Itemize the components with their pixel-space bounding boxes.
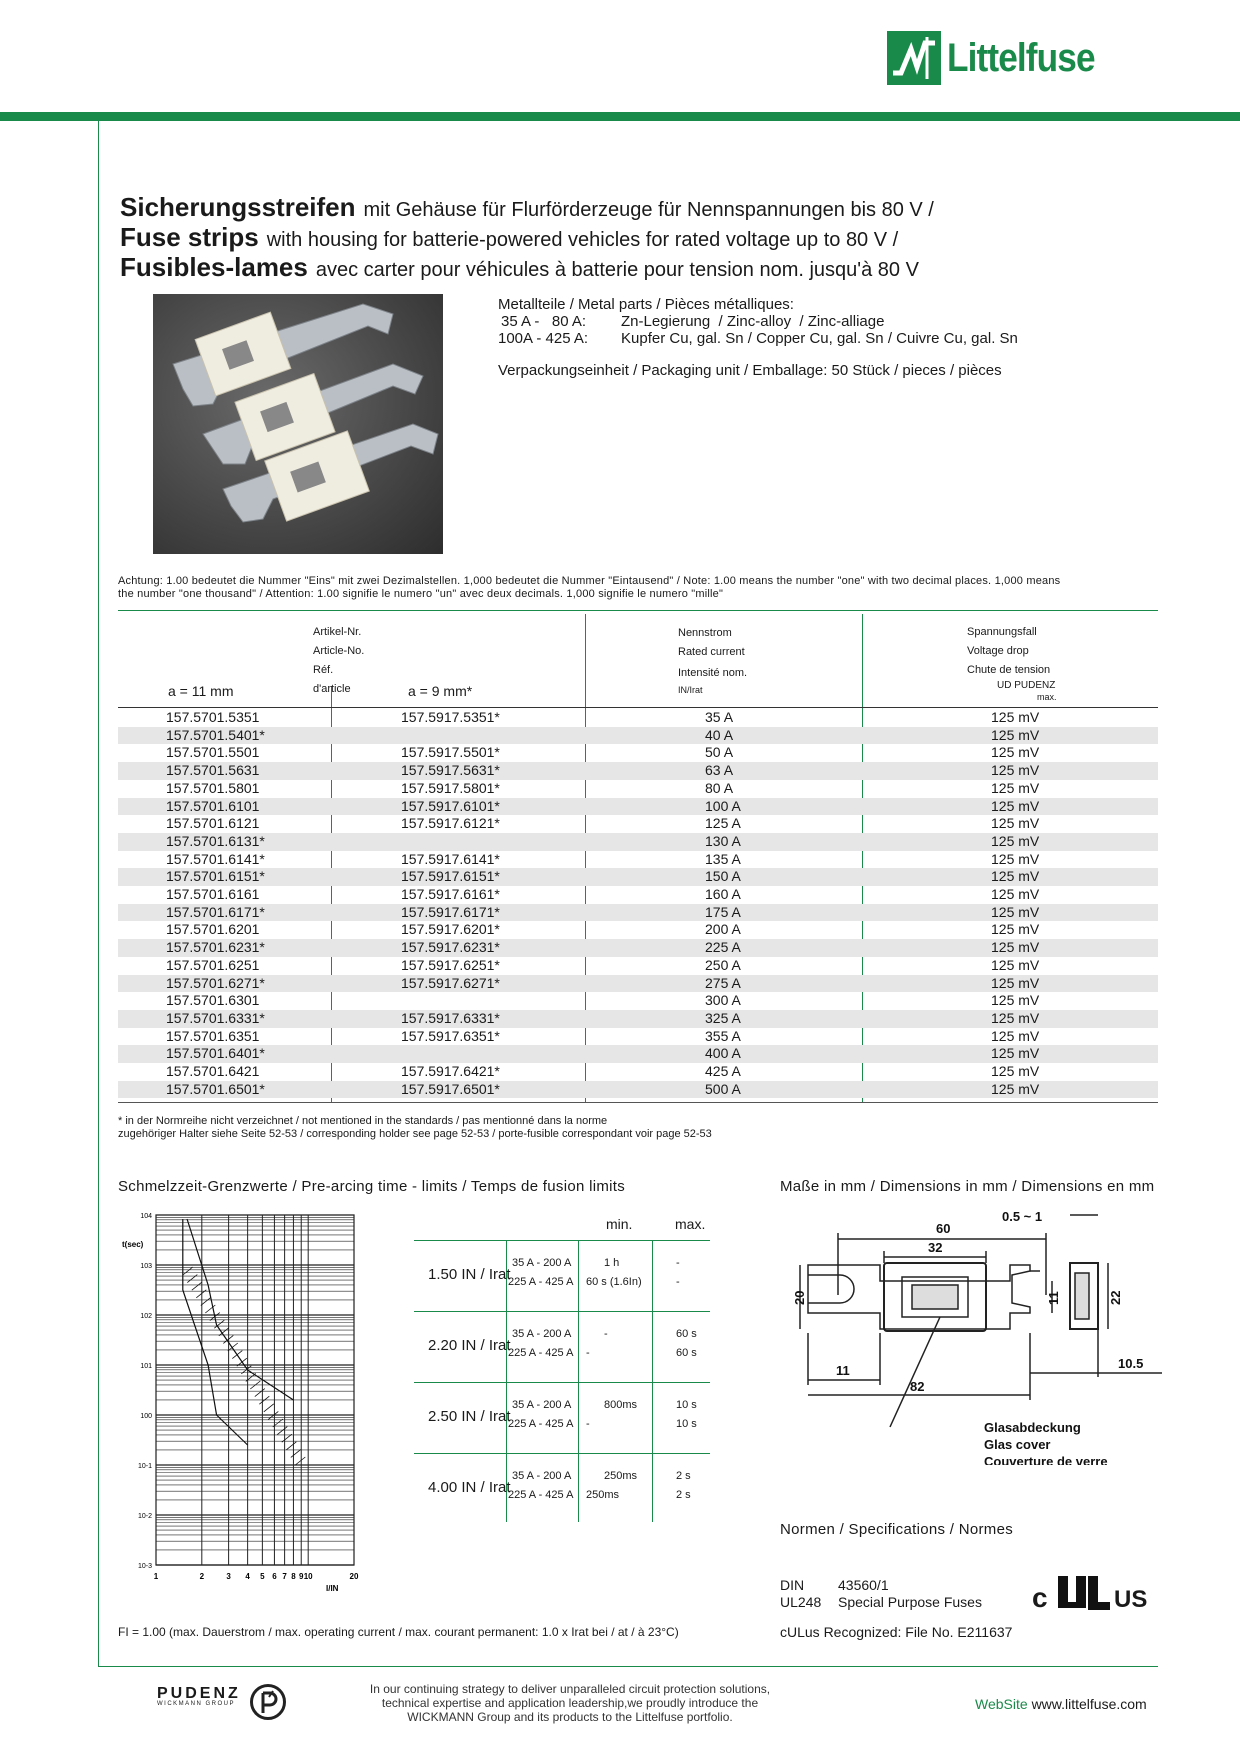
article-header-en: Article-No. <box>313 645 365 657</box>
arc-group-rule <box>414 1382 710 1383</box>
cell-article-a9: 157.5917.5631* <box>401 762 500 779</box>
table-row <box>118 709 1158 727</box>
cell-current: 325 A <box>705 1009 741 1026</box>
cell-current: 400 A <box>705 1045 741 1062</box>
arc-max-1: 10 s <box>676 1399 697 1411</box>
website-label: WebSite <box>975 1696 1028 1712</box>
spec-culus: cULus Recognized: File No. E211637 <box>780 1624 1013 1640</box>
arc-max-1: - <box>676 1257 680 1269</box>
prearc-chart <box>118 1207 378 1597</box>
table-row <box>118 921 1158 939</box>
cell-article-a11: 157.5701.6501* <box>166 1080 265 1097</box>
arc-min-1: 1 h <box>604 1257 620 1269</box>
arc-min-2: - <box>586 1347 590 1359</box>
arc-max-1: 60 s <box>676 1328 697 1340</box>
title-de-rest: mit Gehäuse für Flurförderzeuge für Nennspannungen bis 80 V / <box>363 199 934 221</box>
prearc-chart-svg <box>118 1207 378 1597</box>
spec-ul-value: Special Purpose Fuses <box>838 1594 982 1610</box>
metal-heading: Metallteile / Metal parts / Pièces métalliques: <box>498 296 794 313</box>
cell-current: 35 A <box>705 709 734 725</box>
current-header-fr: Intensité nom. <box>678 667 748 679</box>
table-row <box>118 957 1158 975</box>
metal-range-2: 100A - 425 A: <box>498 330 589 347</box>
chart-y-tick: 102 <box>140 1313 152 1320</box>
footnote-line2: zugehöriger Halter siehe Seite 52-53 / corresponding holder see page 52-53 / porte-fusible correspondant voir page 52-53 <box>118 1128 712 1140</box>
pudenz-logo <box>157 1685 241 1707</box>
glass-label-de: Glasabdeckung <box>984 1420 1081 1435</box>
table-row <box>118 798 1158 816</box>
cell-voltage-drop: 125 mV <box>991 1063 1040 1079</box>
drop-header-fr: Chute de tension <box>967 664 1051 676</box>
chart-x-label: I/IN <box>326 1584 339 1593</box>
chart-x-tick: 1 <box>153 1572 159 1581</box>
col-max-header: max. <box>675 1216 706 1232</box>
cell-article-a9: 157.5917.6141* <box>401 850 500 867</box>
cell-voltage-drop: 125 mV <box>991 974 1040 991</box>
cell-current: 500 A <box>705 1080 741 1097</box>
cell-voltage-drop: 125 mV <box>991 921 1040 938</box>
cell-article-a11: 157.5701.6141* <box>166 850 265 867</box>
dimension-drawing <box>790 1205 1180 1465</box>
chart-y-tick: 103 <box>140 1263 152 1270</box>
arc-min-1: 250ms <box>604 1470 638 1482</box>
title-fr-rest: avec carter pour véhicules à batterie pour tension nom. jusqu'à 80 V <box>315 259 919 281</box>
table-top-rule <box>118 610 1158 611</box>
cell-article-a9: 157.5917.6121* <box>401 815 500 832</box>
left-rule <box>98 121 99 1666</box>
cell-article-a11: 157.5701.6301 <box>166 992 260 1009</box>
chart-hatch <box>291 1449 301 1457</box>
arc-factor-label: 2.50 IN / Irat <box>428 1408 511 1425</box>
drop-header-symbol: UD PUDENZ <box>997 680 1056 691</box>
drop-header <box>967 623 1087 702</box>
cell-current: 63 A <box>705 762 734 779</box>
current-header-en: Rated current <box>678 646 745 658</box>
cell-article-a9: 157.5917.6271* <box>401 974 500 991</box>
cell-article-a11: 157.5701.5401* <box>166 726 265 743</box>
chart-y-tick: 10-1 <box>137 1463 152 1470</box>
title-en-bold: Fuse strips <box>120 222 259 252</box>
glass-label-en: Glas cover <box>984 1437 1051 1452</box>
chart-x-tick: 5 <box>260 1572 265 1581</box>
arc-range-2: 225 A - 425 A <box>508 1276 574 1288</box>
cell-voltage-drop: 125 mV <box>991 992 1040 1009</box>
table-row <box>118 886 1158 904</box>
cell-article-a9: 157.5917.6501* <box>401 1080 500 1097</box>
arc-min-2: 250ms <box>586 1489 620 1501</box>
cell-article-a11: 157.5701.6231* <box>166 939 265 956</box>
arc-min-2: - <box>586 1418 590 1430</box>
cell-article-a11: 157.5701.6201 <box>166 921 260 938</box>
cell-voltage-drop: 125 mV <box>991 832 1040 849</box>
littelfuse-logo <box>887 30 1115 86</box>
table-row <box>118 975 1158 993</box>
chart-x-tick: 4 <box>245 1572 250 1581</box>
cell-voltage-drop: 125 mV <box>991 726 1040 743</box>
cell-article-a11: 157.5701.5351 <box>166 709 260 725</box>
table-row <box>118 1081 1158 1099</box>
cell-article-a11: 157.5701.6421 <box>166 1063 260 1079</box>
chart-x-tick: 9 <box>298 1572 304 1581</box>
cell-article-a11: 157.5701.6171* <box>166 903 265 920</box>
arc-group-rule <box>414 1311 710 1312</box>
arc-range-2: 225 A - 425 A <box>508 1347 574 1359</box>
cell-voltage-drop: 125 mV <box>991 868 1040 885</box>
current-header <box>678 624 798 697</box>
chart-min-curve <box>183 1219 248 1445</box>
article-header <box>313 623 373 699</box>
cell-current: 50 A <box>705 744 734 761</box>
header-bar <box>0 112 1240 121</box>
chart-hatch <box>255 1389 265 1397</box>
cell-article-a11: 157.5701.6121 <box>166 815 260 832</box>
table-row <box>118 992 1158 1010</box>
cell-article-a11: 157.5701.5501 <box>166 744 260 761</box>
cell-current: 160 A <box>705 886 741 902</box>
spec-din-key: DIN <box>780 1577 805 1593</box>
cell-voltage-drop: 125 mV <box>991 939 1040 956</box>
cell-current: 135 A <box>705 850 741 867</box>
chart-y-tick: 10-2 <box>137 1513 152 1520</box>
table-row <box>118 762 1158 780</box>
cell-article-a9: 157.5917.6421* <box>401 1063 500 1079</box>
ul-recognized-icon <box>1032 1574 1162 1614</box>
cell-article-a9: 157.5917.5801* <box>401 779 500 796</box>
cell-article-a9: 157.5917.5501* <box>401 744 500 761</box>
metal-material-2: Kupfer Cu, gal. Sn / Copper Cu, gal. Sn / Cuivre Cu, gal. Sn <box>621 330 1018 347</box>
cell-article-a11: 157.5701.6131* <box>166 832 265 849</box>
cell-voltage-drop: 125 mV <box>991 815 1040 832</box>
cell-article-a11: 157.5701.6401* <box>166 1045 265 1062</box>
spec-din-value: 43560/1 <box>838 1577 889 1593</box>
arc-max-2: 2 s <box>676 1489 691 1501</box>
title-en-rest: with housing for batterie-powered vehicles for rated voltage up to 80 V / <box>266 229 899 251</box>
cell-current: 355 A <box>705 1027 741 1044</box>
packaging-unit: Verpackungseinheit / Packaging unit / Emballage: 50 Stück / pieces / pièces <box>498 362 1002 379</box>
arc-factor-label: 4.00 IN / Irat <box>428 1479 511 1496</box>
cell-article-a11: 157.5701.6251 <box>166 956 260 973</box>
cell-current: 250 A <box>705 956 741 973</box>
chart-x-tick: 3 <box>226 1572 231 1581</box>
product-photo <box>153 294 443 554</box>
cell-article-a9: 157.5917.5351* <box>401 709 500 725</box>
article-header-de: Artikel-Nr. <box>313 626 362 638</box>
cell-article-a9: 157.5917.6331* <box>401 1009 500 1026</box>
cell-current: 225 A <box>705 939 741 956</box>
a9-header: a = 9 mm* <box>408 683 473 699</box>
table-row <box>118 727 1158 745</box>
dim-105: 10.5 <box>1118 1356 1144 1371</box>
arc-range-1: 35 A - 200 A <box>512 1399 572 1411</box>
arc-min-1: - <box>604 1328 608 1340</box>
cell-article-a9: 157.5917.6251* <box>401 956 500 973</box>
table-bottom-rule <box>118 1102 1158 1103</box>
cell-voltage-drop: 125 mV <box>991 886 1040 902</box>
chart-hatch <box>277 1427 287 1435</box>
chart-x-tick: 2 <box>199 1572 205 1581</box>
dim-60: 60 <box>936 1221 951 1236</box>
cell-article-a11: 157.5701.6101 <box>166 797 260 814</box>
metal-range-1: 35 A - 80 A: <box>501 313 587 330</box>
dim-11a: 11 <box>1046 1291 1061 1305</box>
cell-current: 425 A <box>705 1063 741 1079</box>
cell-voltage-drop: 125 mV <box>991 1027 1040 1044</box>
current-header-symbol: IN/Irat <box>678 685 703 695</box>
website-link[interactable] <box>975 1696 1147 1712</box>
wickmann-group-text: WICKMANN GROUP <box>157 1701 235 1707</box>
dim-82: 82 <box>910 1379 925 1394</box>
title-fr <box>120 252 919 283</box>
arc-range-2: 225 A - 425 A <box>508 1489 574 1501</box>
arc-vsep-3 <box>652 1240 653 1522</box>
footer-text-line3: WICKMANN Group and its products to the Littelfuse portfolio. <box>407 1710 733 1724</box>
table-row <box>118 1010 1158 1028</box>
chart-y-tick: 10-3 <box>137 1563 152 1570</box>
chart-hatch <box>295 1457 305 1465</box>
table-row <box>118 815 1158 833</box>
chart-hatch <box>232 1351 242 1359</box>
title-fr-bold: Fusibles-lames <box>120 252 308 282</box>
footnote-line1: * in der Normreihe nicht verzeichnet / not mentioned in the standards / pas mentionné dans la norme <box>118 1115 608 1127</box>
cell-article-a11: 157.5701.6351 <box>166 1027 260 1044</box>
dim-05: 0.5 ~ 1 <box>1002 1209 1043 1224</box>
cell-article-a9: 157.5917.6151* <box>401 868 500 885</box>
cell-article-a9: 157.5917.6351* <box>401 1027 500 1044</box>
decimal-note-line2: the number "one thousand" / Attention: 1.00 signifie le numero "un" avec deux decimals. 1,000 signifie le numero "mille" <box>118 588 724 600</box>
cell-article-a9: 157.5917.6101* <box>401 797 500 814</box>
chart-y-tick: 104 <box>140 1213 152 1220</box>
cell-current: 100 A <box>705 797 741 814</box>
footer-text-line2: technical expertise and application leadership,we proudly introduce the <box>381 1696 759 1710</box>
cell-voltage-drop: 125 mV <box>991 1080 1040 1097</box>
arc-max-2: 10 s <box>676 1418 697 1430</box>
title-de-bold: Sicherungsstreifen <box>120 192 356 222</box>
arc-group-rule <box>414 1453 710 1454</box>
cell-current: 300 A <box>705 992 741 1009</box>
chart-x-tick: 7 <box>282 1572 287 1581</box>
chart-hatch <box>286 1442 296 1450</box>
chart-y-label: t(sec) <box>122 1240 144 1249</box>
ul-mark-us: US <box>1114 1586 1148 1613</box>
drop-header-en: Voltage drop <box>967 645 1029 657</box>
decimal-note <box>118 575 1148 601</box>
pudenz-mark-icon <box>250 1684 286 1720</box>
table-row <box>118 868 1158 886</box>
arc-min-2: 60 s (1.6In) <box>586 1276 642 1288</box>
ul-mark-c: c <box>1032 1582 1048 1613</box>
chart-x-tick: 6 <box>272 1572 277 1581</box>
title-de <box>120 192 934 223</box>
glass-label-fr: Couverture de verre <box>984 1454 1108 1465</box>
dim-11b: 11 <box>836 1363 850 1378</box>
website-url[interactable]: www.littelfuse.com <box>1031 1696 1147 1712</box>
cell-article-a11: 157.5701.5631 <box>166 762 260 779</box>
cell-article-a11: 157.5701.5801 <box>166 779 260 796</box>
arc-top-rule <box>414 1240 710 1241</box>
chart-x-tick: 8 <box>291 1572 296 1581</box>
cell-current: 175 A <box>705 903 741 920</box>
current-header-de: Nennstrom <box>678 627 732 639</box>
table-row <box>118 851 1158 869</box>
operating-current-note: FI = 1.00 (max. Dauerstrom / max. operating current / max. courant permanent: 1.0 x Irat bei / at / à 23°C) <box>118 1625 679 1639</box>
col-min-header: min. <box>606 1216 633 1232</box>
footer-text-line1: In our continuing strategy to deliver unparalleled circuit protection solutions, <box>369 1682 771 1696</box>
dim-22: 22 <box>1108 1290 1123 1305</box>
cell-voltage-drop: 125 mV <box>991 1045 1040 1062</box>
metal-material-1: Zn-Legierung / Zinc-alloy / Zinc-alliage <box>621 313 885 330</box>
brand-name: Littelfuse <box>947 35 1095 80</box>
arc-range-2: 225 A - 425 A <box>508 1418 574 1430</box>
title-en <box>120 222 898 253</box>
article-header-fr: Réf. d'article <box>313 664 351 695</box>
table-row <box>118 1063 1158 1081</box>
table-footnote <box>118 1115 712 1141</box>
chart-x-tick: 10 <box>303 1572 313 1581</box>
cell-current: 130 A <box>705 832 741 849</box>
cell-voltage-drop: 125 mV <box>991 709 1040 725</box>
arc-range-1: 35 A - 200 A <box>512 1328 572 1340</box>
arc-factor-label: 2.20 IN / Irat <box>428 1337 511 1354</box>
cell-article-a11: 157.5701.6331* <box>166 1009 265 1026</box>
chart-y-tick: 101 <box>140 1363 152 1370</box>
cell-article-a9: 157.5917.6171* <box>401 903 500 920</box>
arc-max-1: 2 s <box>676 1470 691 1482</box>
cell-voltage-drop: 125 mV <box>991 797 1040 814</box>
table-row <box>118 939 1158 957</box>
arc-vsep-2 <box>578 1240 579 1522</box>
cell-voltage-drop: 125 mV <box>991 744 1040 761</box>
pudenz-wordmark: PUDENZ <box>157 1685 241 1702</box>
drop-header-max: max. <box>1037 692 1057 702</box>
chart-hatch <box>183 1267 193 1275</box>
cell-article-a9: 157.5917.6231* <box>401 939 500 956</box>
cell-article-a11: 157.5701.6161 <box>166 886 260 902</box>
spec-ul-key: UL248 <box>780 1594 822 1610</box>
chart-x-tick: 20 <box>349 1572 359 1581</box>
arc-min-1: 800ms <box>604 1399 638 1411</box>
chart-hatch <box>192 1282 202 1290</box>
arc-max-2: 60 s <box>676 1347 697 1359</box>
arc-factor-label: 1.50 IN / Irat <box>428 1266 511 1283</box>
drop-header-de: Spannungsfall <box>967 626 1037 638</box>
cell-voltage-drop: 125 mV <box>991 956 1040 973</box>
chart-y-tick: 100 <box>140 1413 152 1420</box>
cell-voltage-drop: 125 mV <box>991 903 1040 920</box>
footer-statement <box>330 1682 810 1724</box>
table-header-rule <box>118 707 1158 708</box>
arc-range-1: 35 A - 200 A <box>512 1257 572 1269</box>
cell-article-a11: 157.5701.6151* <box>166 868 265 885</box>
table-row <box>118 1045 1158 1063</box>
prearc-heading: Schmelzzeit-Grenzwerte / Pre-arcing time - limits / Temps de fusion limits <box>118 1178 626 1195</box>
table-row <box>118 780 1158 798</box>
decimal-note-line1: Achtung: 1.00 bedeutet die Nummer "Eins" mit zwei Dezimalstellen. 1,000 bedeutet die Nummer "Eintausend" / Note: 1.00 means the number "one" with two decimal places. 1,000 means <box>118 575 1061 587</box>
table-row <box>118 833 1158 851</box>
cell-current: 40 A <box>705 726 734 743</box>
cell-voltage-drop: 125 mV <box>991 762 1040 779</box>
dim-32: 32 <box>928 1240 943 1255</box>
table-row <box>118 904 1158 922</box>
cell-article-a11: 157.5701.6271* <box>166 974 265 991</box>
arc-range-1: 35 A - 200 A <box>512 1470 572 1482</box>
dim-20: 20 <box>792 1290 807 1305</box>
chart-hatch <box>264 1404 274 1412</box>
table-row <box>118 744 1158 762</box>
specs-heading: Normen / Specifications / Normes <box>780 1521 1014 1538</box>
footer-rule <box>98 1666 1158 1667</box>
cell-article-a9: 157.5917.6161* <box>401 886 500 902</box>
cell-current: 150 A <box>705 868 741 885</box>
cell-current: 80 A <box>705 779 734 796</box>
cell-current: 125 A <box>705 815 741 832</box>
arc-max-2: - <box>676 1276 680 1288</box>
dims-heading: Maße in mm / Dimensions in mm / Dimensions en mm <box>780 1178 1155 1195</box>
cell-current: 275 A <box>705 974 741 991</box>
cell-current: 200 A <box>705 921 741 938</box>
littelfuse-mark-icon <box>887 31 941 85</box>
a11-header: a = 11 mm <box>168 683 234 699</box>
cell-voltage-drop: 125 mV <box>991 1009 1040 1026</box>
table-row <box>118 1028 1158 1046</box>
cell-voltage-drop: 125 mV <box>991 850 1040 867</box>
cell-voltage-drop: 125 mV <box>991 779 1040 796</box>
cell-article-a9: 157.5917.6201* <box>401 921 500 938</box>
